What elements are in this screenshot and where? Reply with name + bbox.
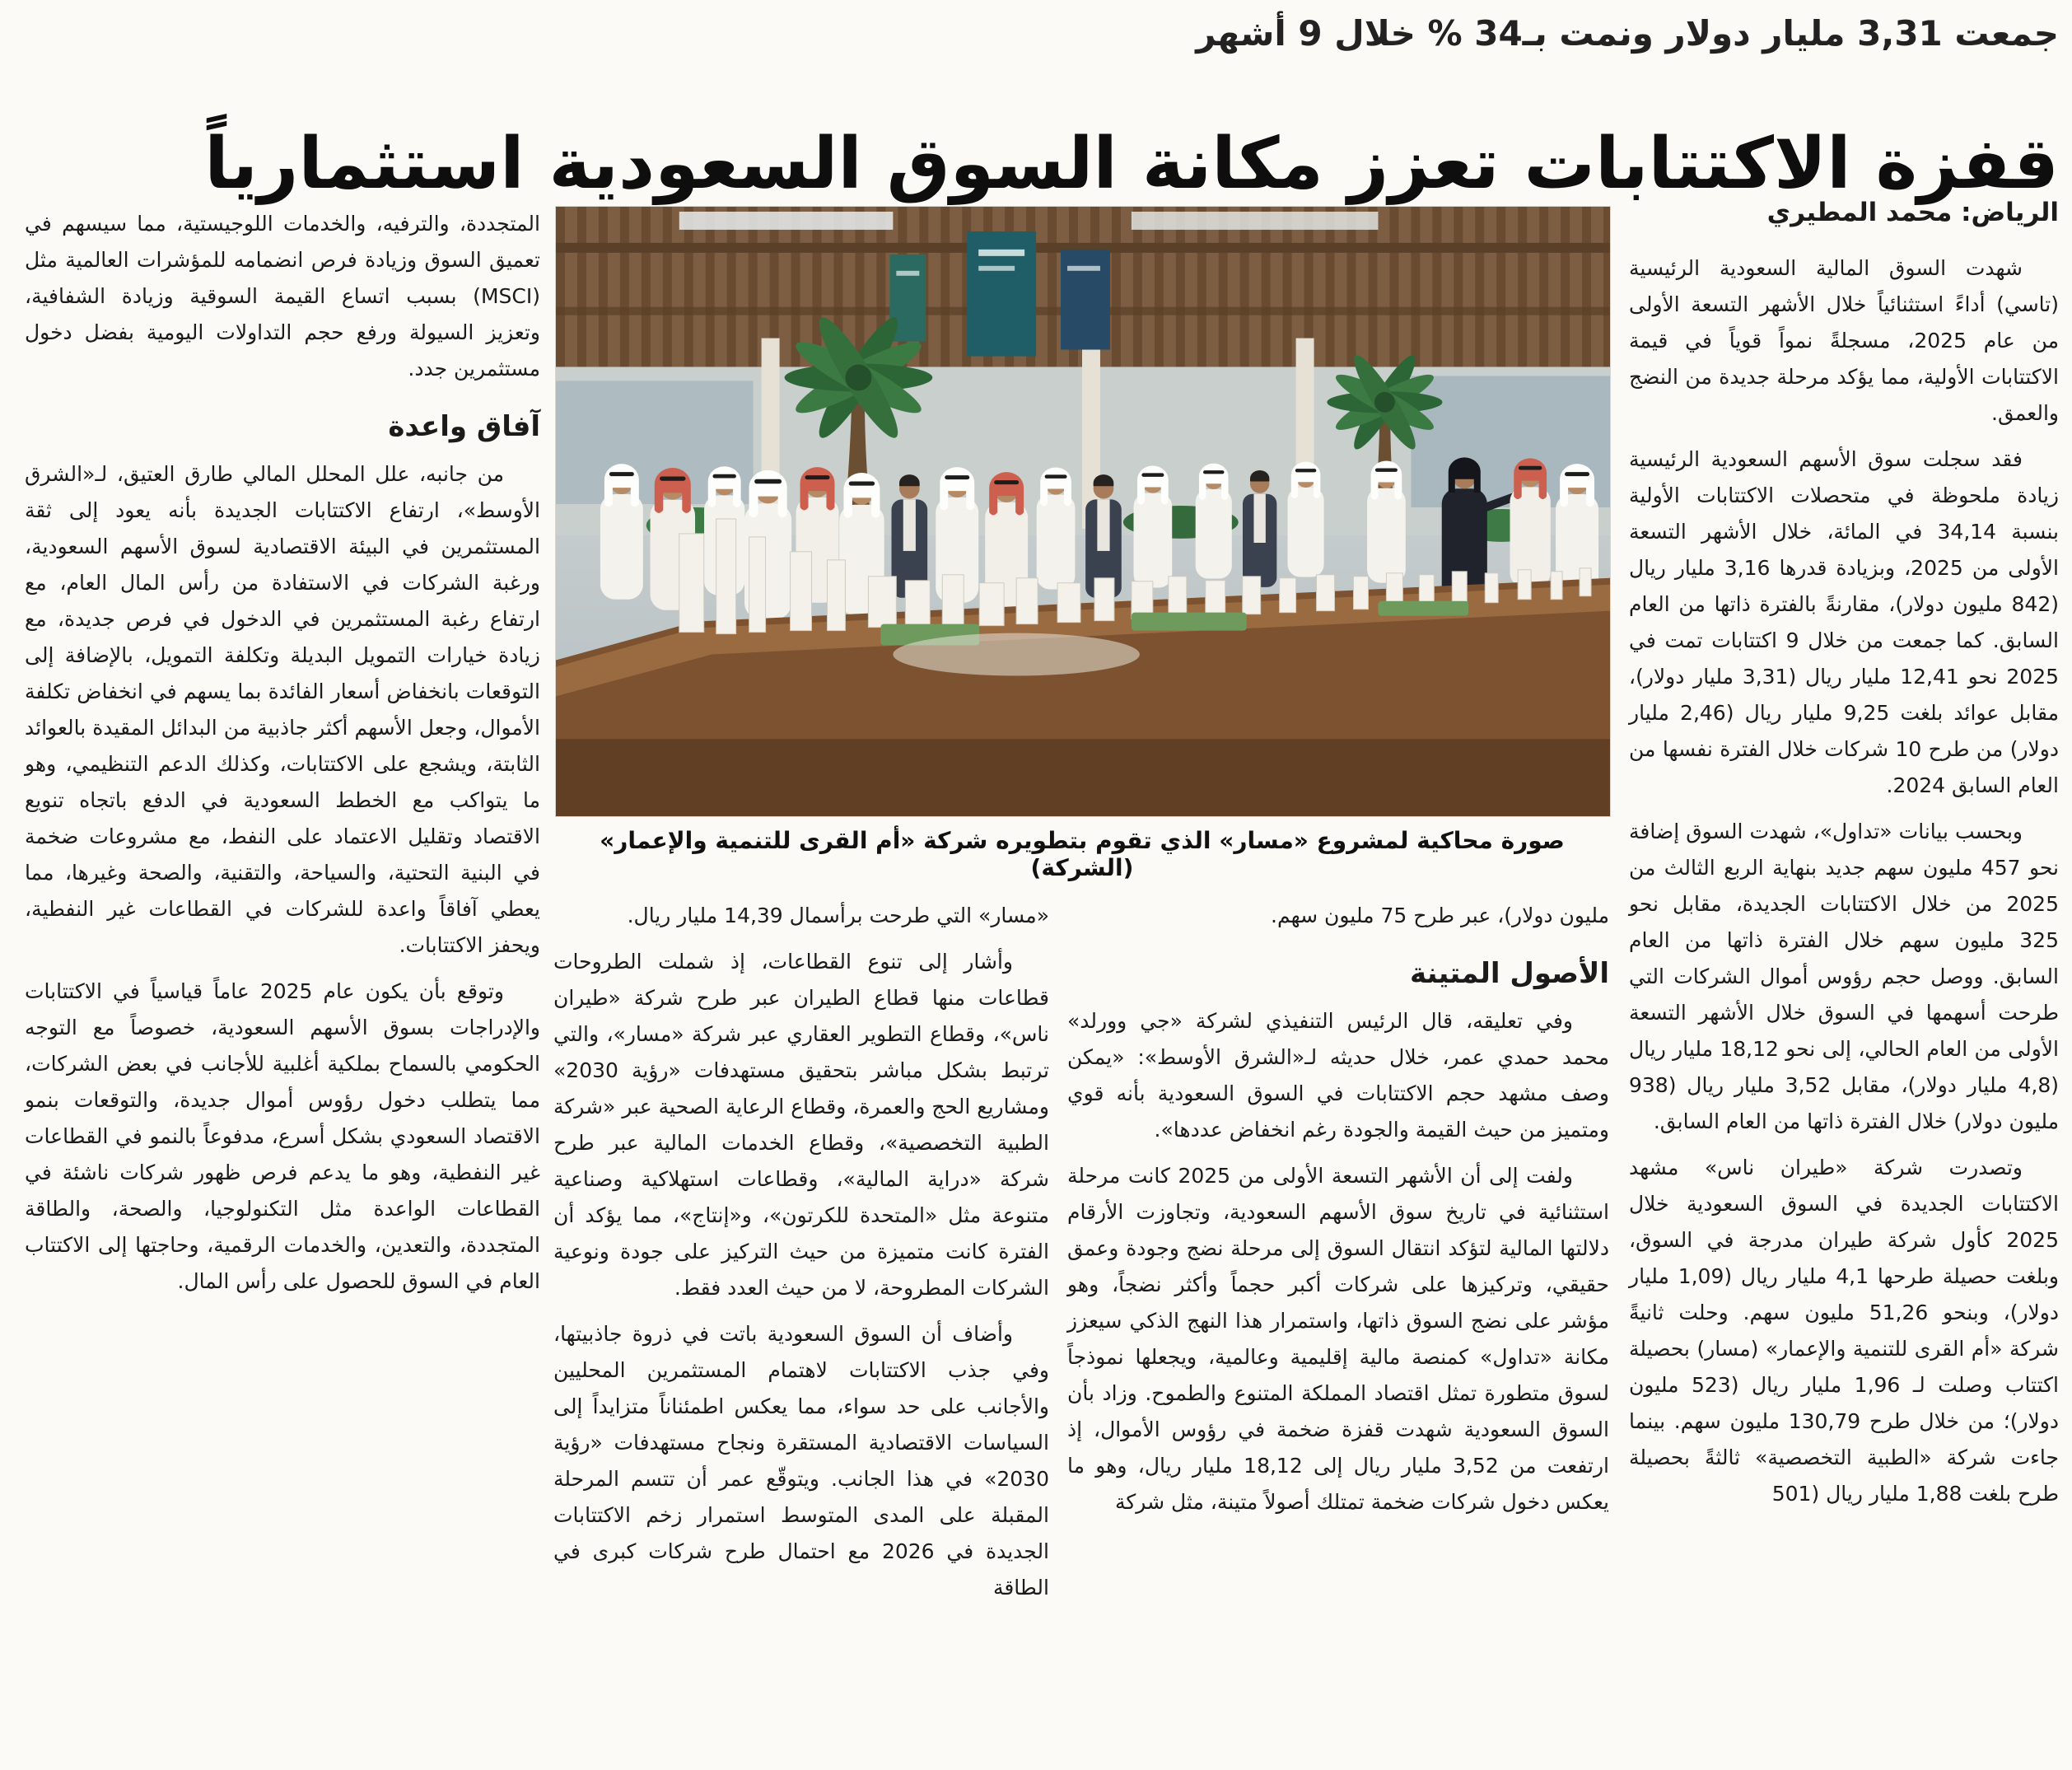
person-figure xyxy=(1510,458,1550,586)
kicker-headline: جمعت 3,31 مليار دولار ونمت بـ34 % خلال 9 أشهر xyxy=(1196,13,2059,54)
exhibition-model-photo-illustration xyxy=(556,207,1610,816)
table-front-face xyxy=(556,739,1610,816)
subheading-solid-assets: الأصول المتينة xyxy=(1410,957,1609,990)
paragraph: ولفت إلى أن الأشهر التسعة الأولى من 2025 كانت مرحلة استثنائية في تاريخ سوق الأسهم السعودية، وتجاوزت الأرقام دلالتها المالية لتؤكد انتقال السوق إلى مرحلة نضج وجودة وعمق حقيقي، وتركيزها على شركات أكبر حجماً وأكثر نضجاً، وهو مؤشر على نضج السوق ذاتها، واستمرار هذا النهج الذكي سيعزز مكانة «تداول» كمنصة مالية إقليمية وعالمية، ويجعلها نموذجاً لسوق متطورة تمثل اقتصاد المملكة المتنوع والطموح. وزاد بأن السوق السعودية شهدت قفزة ضخمة في رؤوس الأموال، إذ ارتفعت من 3,52 مليار ريال إلى 18,12 مليار ريال، وهو ما يعكس دخول شركات ضخمة تمتلك أصولاً متينة، مثل شركة xyxy=(1067,1164,1610,1514)
paragraph: وتوقع بأن يكون عام 2025 عاماً قياسياً في الاكتتابات والإدراجات بسوق الأسهم السعودية، خصوصاً مع التوجه الحكومي بالسماح بملكية أغلبية للأجانب في بعض الشركات، مما يتطلب دخول رؤوس أموال جديدة، والتوقعات بنمو الاقتصاد السعودي بشكل أسرع، مدفوعاً بالنمو في القطاعات غير النفطية، وهو ما يدعم فرص ظهور شركات ناشئة في القطاعات الواعدة مثل التكنولوجيا، والصحة، والطاقة المتجددة، والتعدين، والخدمات الرقمية، وحاجتها إلى الاكتتاب العام في السوق للحصول على رأس المال. xyxy=(25,979,540,1293)
continuation-line: «مسار» التي طرحت برأسمال 14,39 مليار ريال. xyxy=(627,904,1049,927)
paragraph: وتصدرت شركة «طيران ناس» مشهد الاكتتابات الجديدة في السوق السعودية خلال 2025 كأول شركة طيران مدرجة في السوق، وبلغت حصيلة طرحها 4,1 مليار ريال (1,09 مليار دولار)، وبنحو 51,26 مليون سهم. وحلت ثانيةً شركة «أم القرى للتنمية والإعمار» (مسار) بحصيلة اكتتاب وصلت لـ 1,96 مليار ريال (523 مليون دولار)؛ من خلال طرح 130,79 مليون سهم. بينما جاءت شركة «الطبية التخصصية» ثالثةً بحصيلة طرح بلغت 1,88 مليار ريال (501 xyxy=(1629,1156,2060,1506)
paragraph: فقد سجلت سوق الأسهم السعودية الرئيسية زيادة ملحوظة في متحصلات الاكتتابات الأولية بنسبة 34,14 في المائة، خلال الأشهر التسعة الأولى من 2025، وبزيادة قدرها 3,16 مليار ريال (842 مليون دولار)، مقارنةً بالفترة ذاتها من العام السابق. كما جمعت من خلال 9 اكتتابات تمت في 2025 نحو 12,41 مليار ريال (3,31 مليار دولار)، مقابل عوائد بلغت 9,25 مليار ريال (2,46 مليار دولار) من طرح 10 شركات خلال الفترة نفسها من العام السابق 2024. xyxy=(1629,447,2060,797)
paragraph: وفي تعليقه، قال الرئيس التنفيذي لشركة «جي وورلد» محمد حمدي عمر، خلال حديثه لـ«الشرق الأوسط»: «يمكن وصف مشهد حجم الاكتتابات في السوق السعودية بأنه قوي ومتميز من حيث القيمة والجودة رغم انخفاض عددها». xyxy=(1067,1009,1609,1142)
person-figure xyxy=(1367,460,1406,582)
photo-caption: صورة محاكية لمشروع «مسار» الذي تقوم بتطويره شركة «أم القرى للتنمية والإعمار» (الشركة) xyxy=(600,827,1565,881)
article-photo xyxy=(555,206,1611,817)
main-headline: قفزة الاكتتابات تعزز مكانة السوق السعودية استثمارياً xyxy=(204,122,2059,205)
person-figure xyxy=(1288,462,1324,577)
paragraph: من جانبه، علل المحلل المالي طارق العتيق، لـ«الشرق الأوسط»، ارتفاع الاكتتابات الجديدة بأنه يعود إلى ثقة المستثمرين في البيئة الاقتصادية لسوق الأسهم السعودية، ورغبة الشركات في الاستفادة من رأس المال العام، مع ارتفاع رغبة المستثمرين في الدخول في فرص جديدة، مع زيادة خيارات التمويل البديلة وتكلفة التمويل، بالإضافة إلى التوقعات بانخفاض أسعار الفائدة بما يسهم في انخفاض تكلفة الأموال، وجعل الأسهم أكثر جاذبية من البدائل المقيدة بالعوائد الثابتة، ويشجع على الاكتتابات، وكذلك الدعم التنظيمي، وهو ما يتواكب مع الخطط السعودية في الدفع باتجاه تنويع الاقتصاد وتقليل الاعتماد على النفط، مع مشروعات ضخمة في البنية التحتية، والسياحة، والتقنية، والصحة وغيرها، مما يعطي آفاقاً واعدة للشركات في القطاعات غير النفطية، ويحفز الاكتتابات. xyxy=(25,462,540,957)
article-column-4 xyxy=(25,206,540,1310)
byline: الرياض: محمد المطيري xyxy=(1766,198,2059,227)
person-figure xyxy=(600,464,643,600)
person-figure xyxy=(1037,467,1076,589)
paragraph: وأضاف أن السوق السعودية باتت في ذروة جاذبيتها، وفي جذب الاكتتابات لاهتمام المستثمرين المحليين والأجانب على حد سواء، مما يعكس اطمئناناً متزايداً إلى السياسات الاقتصادية المستقرة ونجاح مستهدفات «رؤية 2030» في هذا الجانب. ويتوقّع عمر أن تتسم المرحلة المقبلة على المدى المتوسط استمرار زخم الاكتتابات الجديدة في 2026 مع احتمال طرح شركات كبرى في الطاقة xyxy=(553,1322,1050,1600)
paragraph: وأشار إلى تنوع القطاعات، إذ شملت الطروحات قطاعات منها قطاع الطيران عبر طرح شركة «طيران ناس»، وقطاع التطوير العقاري عبر شركة «مسار»، والتي ترتبط بشكل مباشر بتحقيق مستهدفات «رؤية 2030» ومشاريع الحج والعمرة، وقطاع الرعاية الصحية عبر «شركة الطبية التخصصية»، وقطاع الخدمات المالية عبر طرح شركة «دراية المالية»، وقطاعات استهلاكية وصناعية متنوعة مثل «المتحدة للكرتون»، و«إنتاج»، مما يؤكد أن الفترة كانت متميزة من حيث التركيز على جودة ونوعية الشركات المطروحة، لا من حيث العدد فقط. xyxy=(553,950,1049,1300)
person-figure xyxy=(1134,465,1173,587)
paragraph: شهدت السوق المالية السعودية الرئيسية (تاسي) أداءً استثنائياً خلال الأشهر التسعة الأولى من عام 2025، مسجلةً نمواً قوياً في قيمة الاكتتابات الأولية، مما يؤكد مرحلة جديدة من النضج والعمق. xyxy=(1629,256,2060,425)
article-column-1 xyxy=(1629,250,2059,1522)
continuation-line: المتجددة، والترفيه، والخدمات اللوجيستية، مما سيسهم في تعميق السوق وزيادة فرص انضمامه للمؤشرات العالمية مثل (MSCI) بسبب اتساع القيمة السوقية وزيادة الشفافية، وتعزيز السيولة ورفع حجم التداولات اليومية بفضل دخول مستثمرين جدد. xyxy=(25,212,540,381)
continuation-line: مليون دولار)، عبر طرح 75 مليون سهم. xyxy=(1271,904,1609,927)
person-figure xyxy=(1196,464,1232,579)
article-column-3 xyxy=(553,898,1049,1616)
paragraph: وبحسب بيانات «تداول»، شهدت السوق إضافة نحو 457 مليون سهم جديد بنهاية الربع الثالث من 2025 من خلال الاكتتابات الجديدة، مقابل نحو 325 مليون سهم خلال الفترة ذاتها من العام السابق. ووصل حجم رؤوس أموال الشركات التي طرحت أسهمها في السوق خلال الأشهر التسعة الأولى من العام الحالي، إلى نحو 18,12 مليار ريال (4,8 مليار دولار)، مقابل 3,52 مليار ريال (938 مليون دولار) خلال الفترة ذاتها من العام السابق. xyxy=(1629,820,2059,1133)
article-column-2 xyxy=(1067,898,1609,1530)
subheading-promising-outlook: آفاق واعدة xyxy=(388,410,540,443)
